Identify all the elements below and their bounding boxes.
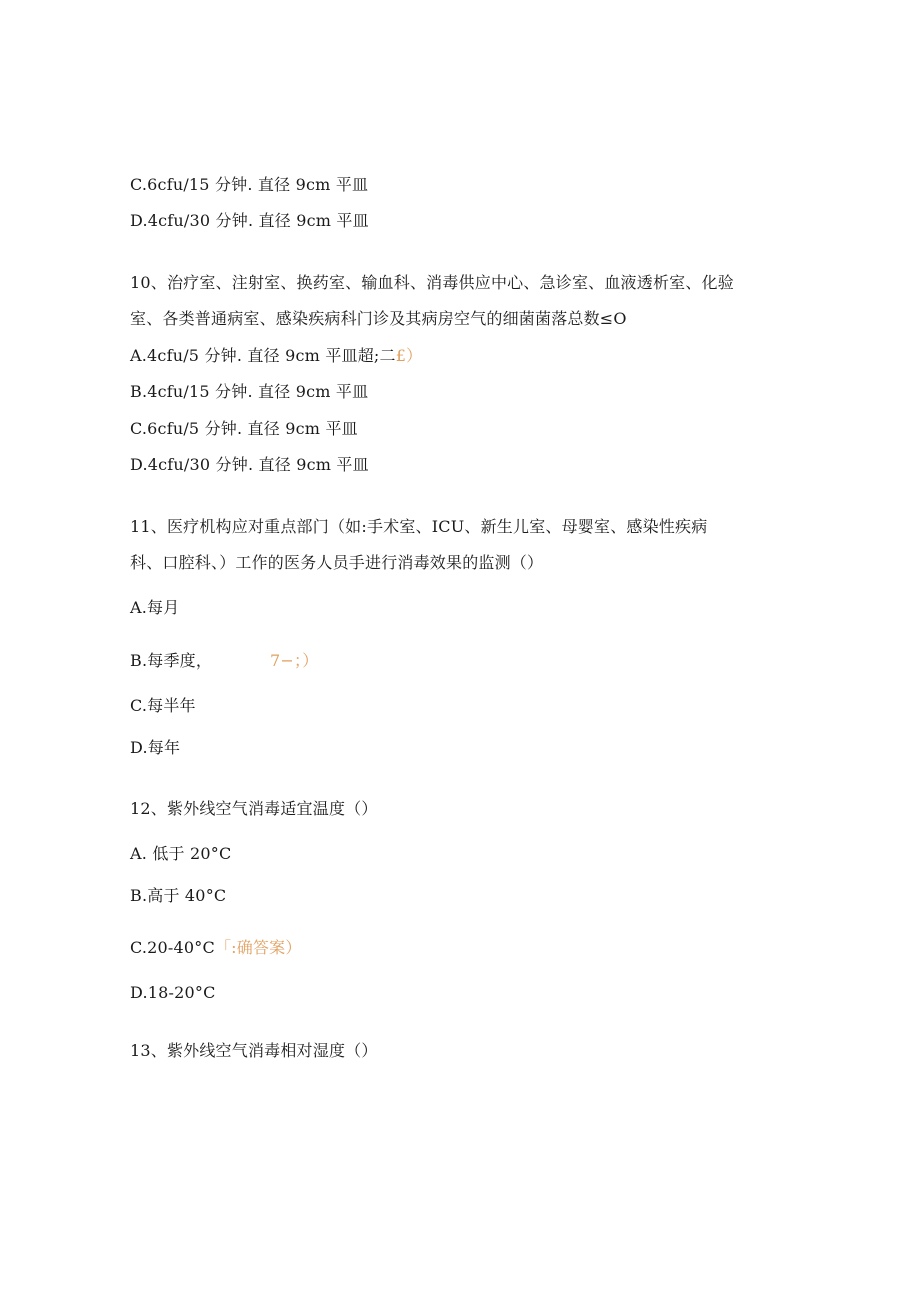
q12-stem: 12、紫外线空气消毒适宜温度（） — [130, 799, 378, 818]
q10-stem-line1: 10、治疗室、注射室、换药室、输血科、消毒供应中心、急诊室、血液透析室、化验 — [130, 273, 734, 292]
q11-answer-mark: 7−；） — [270, 651, 319, 670]
q11-option-d: D.每年 — [130, 738, 181, 757]
q11-stem-line2: 科、口腔科、）工作的医务人员手进行消毒效果的监测（） — [130, 553, 544, 572]
q12-option-d: D.18-20°C — [130, 983, 216, 1002]
q11-option-a: A.每月 — [130, 598, 180, 617]
q12-option-c-text: C.20-40°C — [130, 938, 215, 957]
q12-option-b: B.高于 40°C — [130, 886, 227, 905]
q10-stem-line2: 室、各类普通病室、感染疾病科门诊及其病房空气的细菌菌落总数≤O — [130, 309, 627, 328]
q9-option-d: D.4cfu/30 分钟. 直径 9cm 平皿 — [130, 211, 369, 230]
q10-option-b: B.4cfu/15 分钟. 直径 9cm 平皿 — [130, 382, 369, 401]
q10-answer-mark: £） — [395, 346, 423, 365]
q11-option-c: C.每半年 — [130, 696, 196, 715]
q10-option-a — [130, 345, 422, 367]
q9-option-c: C.6cfu/15 分钟. 直径 9cm 平皿 — [130, 175, 369, 194]
q12-option-a: A. 低于 20°C — [130, 844, 232, 863]
q11-stem-line1: 11、医疗机构应对重点部门（如:手术室、ICU、新生儿室、母婴室、感染性疾病 — [130, 517, 708, 536]
q10-option-a-text: A.4cfu/5 分钟. 直径 9cm 平皿超;二 — [130, 346, 396, 365]
q12-answer-mark: 「:确答案） — [214, 938, 302, 957]
q10-option-c: C.6cfu/5 分钟. 直径 9cm 平皿 — [130, 419, 358, 438]
q11-option-b-text: B.每季度， — [130, 651, 213, 670]
q12-option-c — [130, 937, 302, 959]
q13-stem: 13、紫外线空气消毒相对湿度（） — [130, 1041, 378, 1060]
q11-option-b — [130, 650, 318, 672]
q10-option-d: D.4cfu/30 分钟. 直径 9cm 平皿 — [130, 455, 369, 474]
